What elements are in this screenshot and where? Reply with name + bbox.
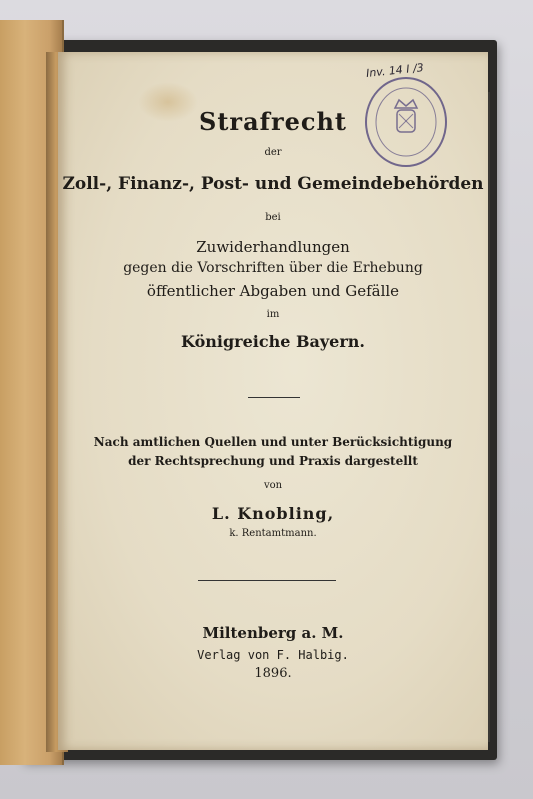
author-name: L. Knobling, (211, 504, 335, 523)
authorities-line: Zoll-, Finanz-, Post- und Gemeindebehörden (62, 174, 484, 194)
divider-long (198, 580, 336, 581)
library-stamp-icon (363, 70, 449, 170)
word-im: im (266, 309, 280, 320)
divider-short (248, 397, 300, 398)
kingdom-line: Königreiche Bayern. (181, 332, 365, 351)
word-bei: bei (265, 212, 281, 223)
author-role: k. Rentamtmann. (229, 528, 317, 539)
subject-line-2: gegen die Vorschriften über die Erhebung (123, 260, 423, 276)
subject-line-3: öffentlicher Abgaben und Gefälle (146, 282, 400, 300)
publication-year: 1896. (254, 666, 292, 681)
word-der: der (264, 147, 282, 158)
book-title: Strafrecht (199, 107, 347, 136)
subtitle-line-1: Nach amtlichen Quellen und unter Berücksichtigung (93, 435, 453, 449)
subtitle-line-2: der Rechtsprechung und Praxis dargestellt (128, 454, 418, 468)
publisher-line: Verlag von F. Halbig. (197, 648, 349, 662)
subject-line-1: Zuwiderhandlungen (196, 238, 350, 256)
handwritten-shelfmark: Inv. 14 I /3 (365, 61, 425, 80)
publication-city: Miltenberg a. M. (202, 624, 344, 642)
word-von: von (263, 480, 283, 491)
